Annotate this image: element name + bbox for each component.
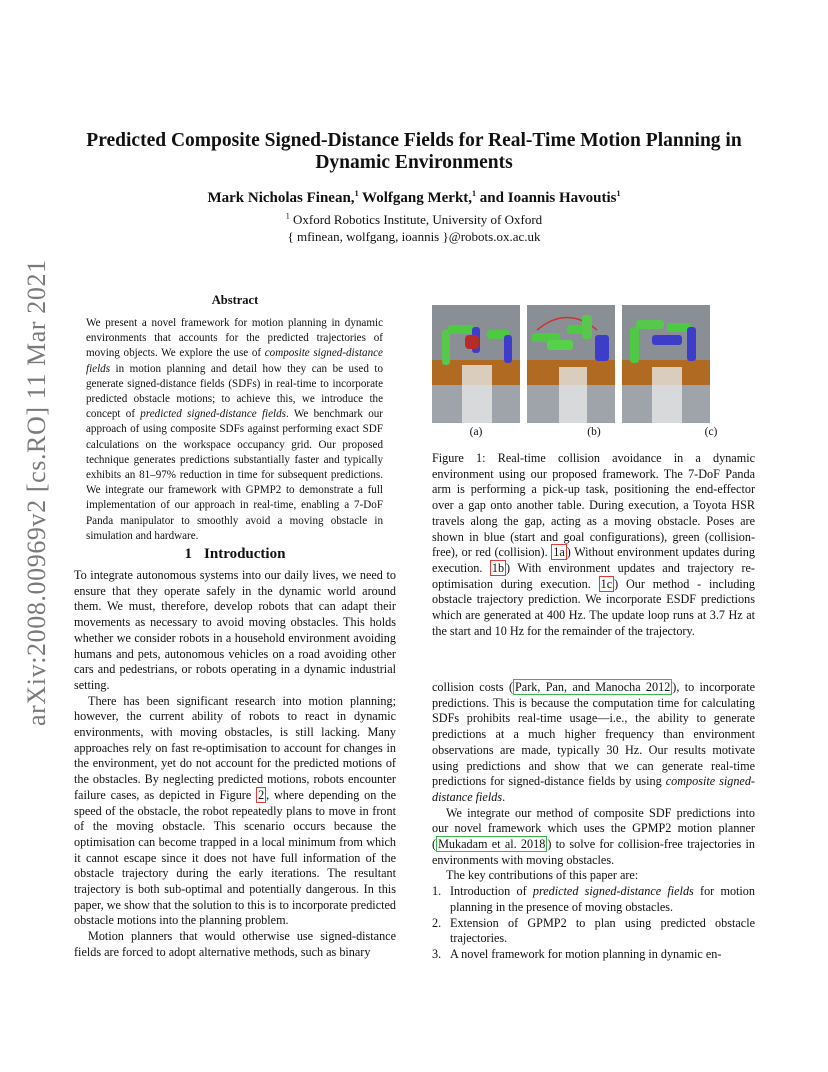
contribution-number-1: 1. (432, 884, 442, 899)
right-paragraph-1-middle: ), to incorporate predictions. This is because the computation time for calculating SDFs prohibits real-time usage—i.e., the ability to generate predictions at a much higher frequency than environment observations are made, typically 30 Hz. Our results motivate using predictions and show that we can generate real-time predictions for signed-distance fields by using (432, 680, 755, 789)
right-paragraph-2-end: ) to solve for collision-free trajectories in environments with moving obstacles. (432, 837, 755, 867)
figure-1a-reference-link[interactable]: 1a (553, 545, 565, 560)
introduction-body (74, 568, 396, 961)
author-2-affil: 1 (472, 189, 477, 198)
right-paragraph-1-start: collision costs ( (432, 680, 514, 694)
contribution-text-1b: for motion planning in the presence of moving obstacles. (450, 884, 755, 914)
section-number: 1 (184, 546, 193, 562)
citation-mukadam-2018-link[interactable]: Mukadam et al. 2018 (438, 837, 546, 852)
contribution-number-2: 2. (432, 915, 442, 930)
right-paragraph-1 (432, 680, 755, 806)
subfigure-label-b: (b) (587, 426, 601, 438)
abstract-emphasis-1: composite signed-distance fields (86, 347, 383, 375)
affiliation-marker: 1 (285, 211, 290, 221)
subfigure-label-c: (c) (704, 426, 718, 438)
figure-2-reference-link[interactable]: 2 (258, 787, 265, 802)
section-title: Introduction (204, 546, 286, 562)
right-paragraph-1-emphasis: composite signed-distance fields (432, 774, 755, 804)
contributions-intro: The key contributions of this paper are: (446, 868, 639, 883)
affiliation-institution: Oxford Robotics Institute, University of Oxford (293, 212, 543, 227)
figure-panel-c-image (622, 305, 710, 423)
caption-text-4: ) Our method - including obstacle trajectory prediction. We incorporate ESDF predictions which are generated at 400 Hz. The update loop runs at 3.7 Hz at the start and 10 Hz for the remainder of the trajectory. (432, 576, 755, 638)
contribution-text-2: Extension of GPMP2 to plan using predicted obstacle trajectories. (450, 915, 755, 946)
intro-paragraph-2-end: , where depending on the speed of the obstacle, the robot repeatedly plans to move in front of the moving obstacle. This scenario occurs because the optimisation can become trapped in a local minimum from which it cannot escape since it does not have full information of the obstacle trajectory during the early iterations. The resultant trajectory is both sub-optimal and potentially dangerous. In this paper, we show that the solution to this is to incorporate predicted obstacle motions into the planning problem. (74, 787, 396, 928)
author-3: and Ioannis Havoutis (479, 190, 617, 206)
abstract-text-1: We present a novel framework for motion planning in dynamic environments that accounts for the predicted trajectories of moving objects. We explore the use of (86, 317, 383, 360)
intro-paragraph-1: To integrate autonomous systems into our daily lives, we need to ensure that they operate safely in the dynamic world around them. We must, therefore, develop robots that can adapt their movements as necessary to avoid moving obstacles. This holds whether we consider robots in a household environment avoiding humans and pets, autonomous vehicles on a road avoiding other cars and pedestrians, or robots operating in a dynamic industrial setting. (74, 568, 396, 692)
intro-paragraph-2-start: There has been significant research into motion planning; however, the current ability of robots to react in dynamic environments, with moving obstacles, is still lacking. Many approaches rely on fast re-optimisation to account for changes in the environment, yet do not account for the predicted motions of the obstacles. By neglecting predicted motions, robots encounter failure cases, as depicted in Figure (74, 693, 396, 802)
contribution-text-3: A novel framework for motion planning in dynamic en- (450, 946, 722, 961)
abstract-heading: Abstract (211, 293, 259, 307)
abstract-body (86, 316, 383, 544)
contribution-emphasis-1: predicted signed-distance fields (532, 884, 694, 899)
author-1: Mark Nicholas Finean, (207, 190, 355, 206)
figure-1c-reference-link[interactable]: 1c (600, 576, 613, 591)
paper-title: Predicted Composite Signed-Distance Fields for Real-Time Motion Planning in Dynamic Environments (86, 130, 742, 173)
figure-1b-reference-link[interactable]: 1b (491, 560, 505, 575)
caption-text-1: Figure 1: Real-time collision avoidance in a dynamic environment using our proposed framework. The 7-DoF Panda arm is performing a pick-up task, positioning the end-effector over a gap onto another table. During execution, a Toyota HSR travels along the gap, acting as a moving obstacle. Poses are shown in blue (start and goal configurations), green (collision-free), or red (collision). (432, 451, 755, 560)
section-heading (75, 546, 395, 563)
affiliation (60, 211, 768, 245)
right-paragraph-2-start: We integrate our method of composite SDF predictions into our novel framework which uses the GPMP2 motion planner ( (432, 805, 755, 852)
figure-panel-a-image (432, 305, 520, 423)
right-paragraph-2 (432, 806, 755, 869)
affiliation-emails: { mfinean, wolfgang, ioannis }@robots.ox.ac.uk (287, 229, 541, 244)
contributions-list (432, 884, 755, 963)
caption-text-2: ) Without environment updates during execution. (432, 545, 755, 575)
contribution-item-2 (432, 916, 755, 947)
figure-1-caption (432, 451, 755, 639)
author-list (60, 190, 768, 207)
figure-1-panels (432, 305, 744, 423)
figure-panel-b-image (527, 305, 615, 423)
citation-park-2012-link[interactable]: Park, Pan, and Manocha 2012 (515, 680, 671, 694)
abstract-emphasis-2: predicted signed-distance fields (140, 408, 286, 421)
abstract-text-2: in motion planning and detail how they can be used to generate signed-distance fields (SDFs) in real-time to incorporate predicted obstacle motions; to achieve this, we introduce the concept of (86, 362, 383, 421)
author-3-affil: 1 (616, 189, 621, 198)
arxiv-identifier: arXiv:2008.00969v2 [cs.RO] 11 Mar 2021 (22, 259, 51, 726)
author-1-affil: 1 (354, 189, 359, 198)
author-2: Wolfgang Merkt, (362, 190, 473, 206)
intro-paragraph-2 (74, 694, 396, 930)
contribution-item-3 (432, 947, 755, 963)
subfigure-label-a: (a) (469, 426, 483, 438)
intro-paragraph-3: Motion planners that would otherwise use signed-distance fields are forced to adopt alternative methods, such as binary (74, 929, 396, 959)
right-paragraph-1-end: . (502, 789, 506, 804)
contribution-item-1 (432, 884, 755, 915)
contribution-text-1: Introduction of (450, 884, 533, 899)
contribution-number-3: 3. (432, 946, 442, 961)
caption-text-3: ) With environment updates and trajectory re-optimisation during execution. (432, 560, 755, 591)
abstract-text-3: . We benchmark our approach of using composite SDFs against performing exact SDF calculations on the workspace occupancy grid. Our proposed technique generates predictions substantially faster and typically exhibits an 81–97% reduction in time for subsequent predictions. We integrate our framework with GPMP2 to demonstrate a full implementation of our approach in real-time, enabling a 7-DoF Panda manipulator to smoothly avoid a moving obstacle in simulation and hardware. (86, 408, 383, 542)
right-column-body (432, 680, 755, 963)
